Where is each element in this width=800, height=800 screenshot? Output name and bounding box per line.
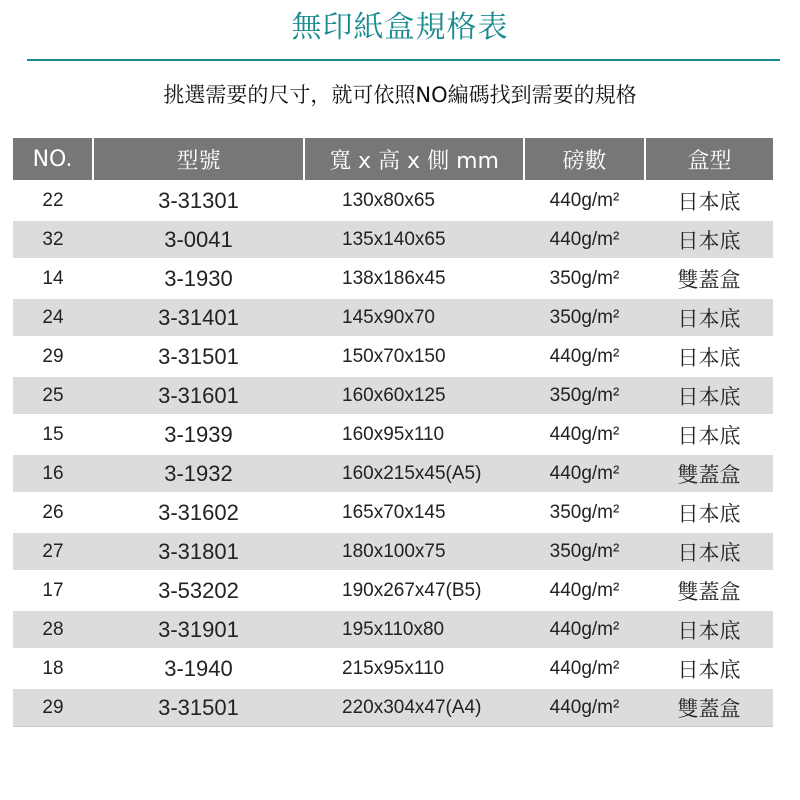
title-divider xyxy=(27,59,780,61)
header-size: 寬 x 高 x 側 mm xyxy=(304,138,524,181)
cell-weight: 440g/m² xyxy=(524,610,645,649)
cell-size: 160x95x110 xyxy=(304,415,524,454)
table-row xyxy=(13,298,773,337)
cell-size: 160x215x45(A5) xyxy=(304,454,524,493)
cell-model: 3-31301 xyxy=(93,181,304,220)
cell-weight: 440g/m² xyxy=(524,649,645,688)
cell-type: 日本底 xyxy=(645,532,773,571)
cell-no: 24 xyxy=(13,298,93,337)
cell-model: 3-31501 xyxy=(93,688,304,727)
table-row xyxy=(13,649,773,688)
table-row xyxy=(13,454,773,493)
cell-no: 18 xyxy=(13,649,93,688)
cell-model: 3-1939 xyxy=(93,415,304,454)
table-body xyxy=(13,181,773,727)
cell-weight: 350g/m² xyxy=(524,493,645,532)
cell-no: 26 xyxy=(13,493,93,532)
cell-no: 16 xyxy=(13,454,93,493)
table-row xyxy=(13,610,773,649)
cell-no: 28 xyxy=(13,610,93,649)
header-type: 盒型 xyxy=(645,138,773,181)
cell-model: 3-1930 xyxy=(93,259,304,298)
cell-size: 150x70x150 xyxy=(304,337,524,376)
cell-model: 3-31601 xyxy=(93,376,304,415)
cell-no: 17 xyxy=(13,571,93,610)
cell-type: 日本底 xyxy=(645,493,773,532)
cell-type: 日本底 xyxy=(645,649,773,688)
header-model: 型號 xyxy=(93,138,304,181)
table-row xyxy=(13,415,773,454)
page-subtitle: 挑選需要的尺寸，就可依照NO編碼找到需要的規格 xyxy=(163,83,637,107)
cell-model: 3-1940 xyxy=(93,649,304,688)
cell-size: 160x60x125 xyxy=(304,376,524,415)
cell-no: 29 xyxy=(13,337,93,376)
header-weight: 磅數 xyxy=(524,138,645,181)
cell-size: 180x100x75 xyxy=(304,532,524,571)
cell-type: 日本底 xyxy=(645,298,773,337)
page-title: 無印紙盒規格表 xyxy=(291,10,509,45)
cell-type: 日本底 xyxy=(645,181,773,220)
cell-model: 3-31602 xyxy=(93,493,304,532)
cell-type: 日本底 xyxy=(645,376,773,415)
cell-size: 135x140x65 xyxy=(304,220,524,259)
table-row xyxy=(13,181,773,220)
table-row xyxy=(13,259,773,298)
cell-size: 145x90x70 xyxy=(304,298,524,337)
cell-type: 雙蓋盒 xyxy=(645,259,773,298)
table-row xyxy=(13,220,773,259)
table-row xyxy=(13,337,773,376)
cell-size: 190x267x47(B5) xyxy=(304,571,524,610)
cell-weight: 440g/m² xyxy=(524,337,645,376)
cell-model: 3-31901 xyxy=(93,610,304,649)
cell-type: 日本底 xyxy=(645,220,773,259)
cell-weight: 440g/m² xyxy=(524,571,645,610)
cell-no: 25 xyxy=(13,376,93,415)
cell-size: 220x304x47(A4) xyxy=(304,688,524,727)
cell-type: 雙蓋盒 xyxy=(645,454,773,493)
cell-weight: 350g/m² xyxy=(524,376,645,415)
table-row xyxy=(13,376,773,415)
cell-model: 3-31401 xyxy=(93,298,304,337)
cell-size: 215x95x110 xyxy=(304,649,524,688)
cell-size: 138x186x45 xyxy=(304,259,524,298)
cell-weight: 440g/m² xyxy=(524,415,645,454)
table-row xyxy=(13,688,773,727)
cell-weight: 440g/m² xyxy=(524,181,645,220)
cell-model: 3-1932 xyxy=(93,454,304,493)
table-row xyxy=(13,493,773,532)
cell-model: 3-31801 xyxy=(93,532,304,571)
cell-no: 32 xyxy=(13,220,93,259)
cell-model: 3-31501 xyxy=(93,337,304,376)
cell-weight: 440g/m² xyxy=(524,220,645,259)
spec-table xyxy=(13,138,773,727)
cell-size: 165x70x145 xyxy=(304,493,524,532)
table-row xyxy=(13,571,773,610)
cell-weight: 350g/m² xyxy=(524,532,645,571)
cell-size: 195x110x80 xyxy=(304,610,524,649)
cell-type: 雙蓋盒 xyxy=(645,571,773,610)
cell-type: 雙蓋盒 xyxy=(645,688,773,727)
cell-model: 3-0041 xyxy=(93,220,304,259)
cell-type: 日本底 xyxy=(645,337,773,376)
cell-model: 3-53202 xyxy=(93,571,304,610)
table-row xyxy=(13,532,773,571)
cell-weight: 440g/m² xyxy=(524,454,645,493)
cell-weight: 350g/m² xyxy=(524,298,645,337)
cell-size: 130x80x65 xyxy=(304,181,524,220)
cell-no: 22 xyxy=(13,181,93,220)
header-no: NO. xyxy=(13,138,93,181)
cell-no: 29 xyxy=(13,688,93,727)
cell-no: 15 xyxy=(13,415,93,454)
cell-type: 日本底 xyxy=(645,610,773,649)
cell-weight: 350g/m² xyxy=(524,259,645,298)
cell-no: 27 xyxy=(13,532,93,571)
cell-no: 14 xyxy=(13,259,93,298)
cell-weight: 440g/m² xyxy=(524,688,645,727)
cell-type: 日本底 xyxy=(645,415,773,454)
table-header-row xyxy=(13,138,773,181)
